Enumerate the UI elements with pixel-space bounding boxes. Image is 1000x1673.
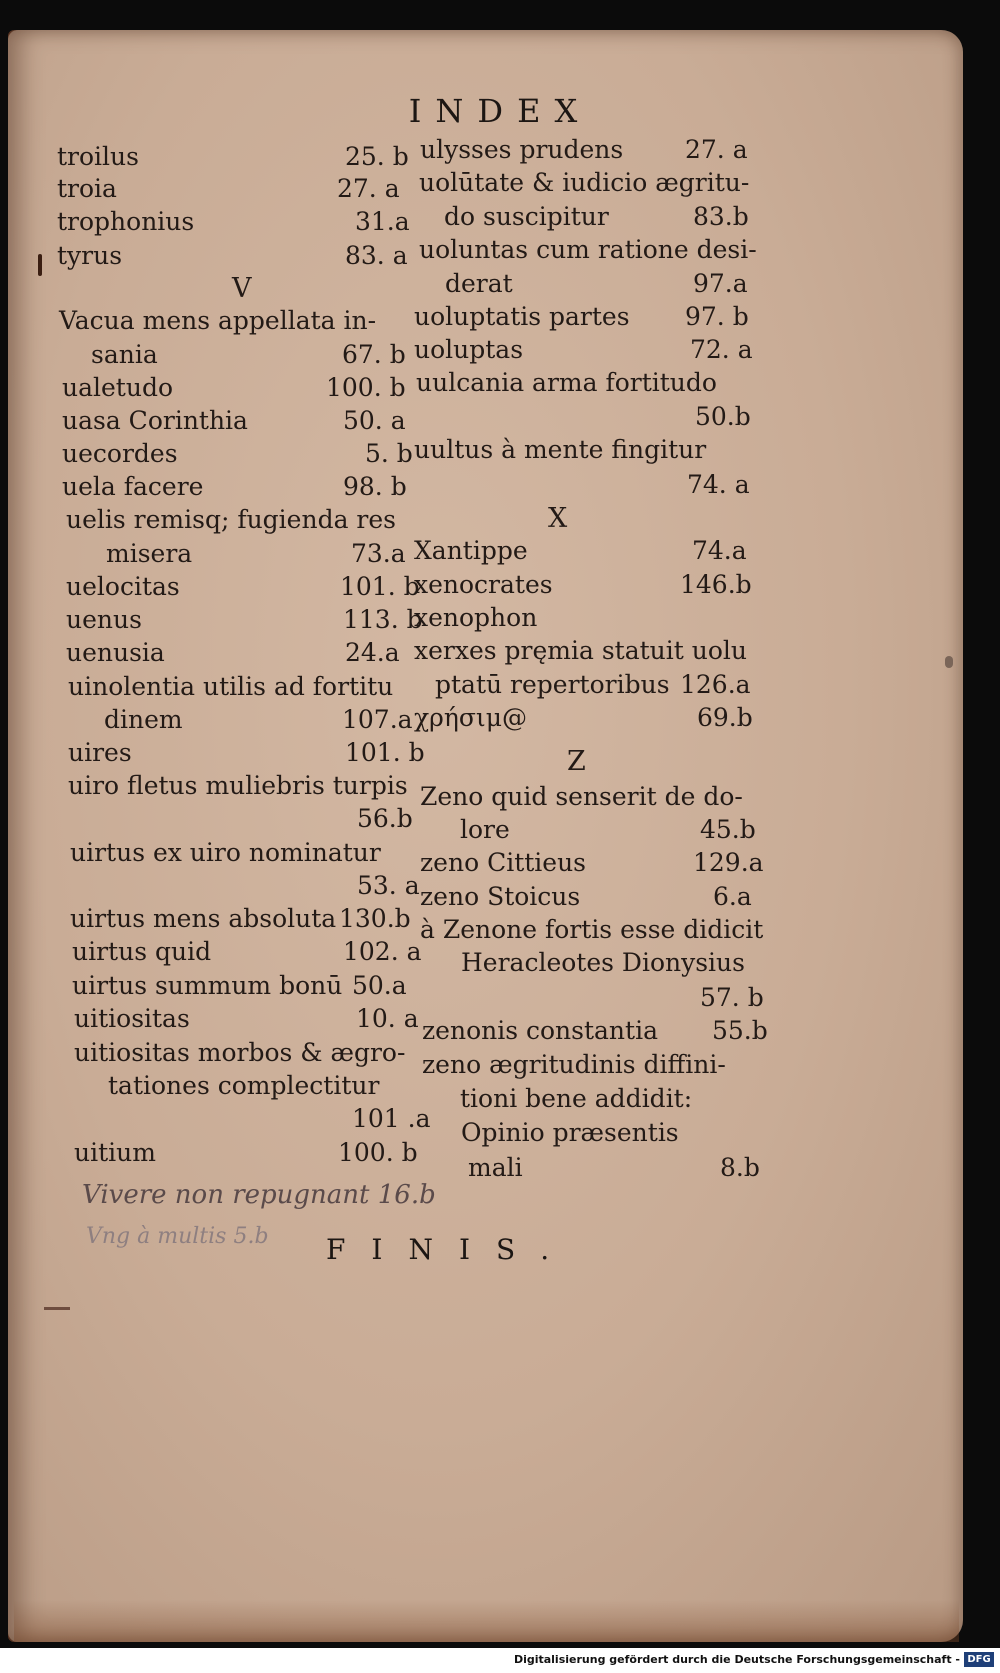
index-entry: troilus (57, 142, 139, 171)
index-entry: uasa Corinthia (62, 406, 248, 435)
handwritten-note: Vivere non repugnant 16.b (82, 1180, 436, 1210)
index-entry: zeno ægritudinis diffini- (422, 1050, 726, 1079)
index-page: 126.a (680, 670, 751, 699)
section-letter: Z (567, 746, 586, 777)
index-page: 107.a (342, 705, 413, 734)
index-page: 146.b (680, 570, 752, 599)
index-entry: sania (91, 340, 158, 369)
index-entry: à Zenone fortis esse didicit (420, 915, 764, 944)
index-entry: Zeno quid senserit de do- (420, 782, 743, 811)
index-entry: zeno Stoicus (420, 882, 581, 911)
index-page: 101 .a (352, 1104, 431, 1133)
index-page: 130.b (339, 904, 411, 933)
index-page: 55.b (712, 1016, 768, 1045)
index-page: 5. b (365, 439, 413, 468)
index-entry: ualetudo (62, 373, 173, 402)
index-page: 129.a (693, 848, 764, 877)
index-entry: Opinio præsentis (461, 1118, 679, 1147)
page-bottom-shadow (14, 1600, 959, 1642)
index-page: 83.b (693, 202, 749, 231)
index-entry: uenus (66, 605, 142, 634)
index-entry: misera (106, 539, 193, 568)
index-entry: χρήσιμ@ (414, 703, 527, 732)
index-entry: uolūtate & iudicio ægritu- (419, 168, 750, 197)
index-page: 101. b (345, 738, 425, 767)
index-entry: xerxes pręmia statuit uolu (414, 636, 747, 665)
index-page: 45.b (700, 815, 756, 844)
index-entry: ptatū repertoribus (435, 670, 670, 699)
index-page: 98. b (343, 472, 407, 501)
index-entry: trophonius (57, 207, 195, 236)
index-entry: uirtus quid (72, 937, 212, 966)
index-entry: uinolentia utilis ad fortitu (68, 672, 394, 701)
index-page: 24.a (345, 638, 400, 667)
index-page: 67. b (342, 340, 406, 369)
index-page: 102. a (343, 937, 422, 966)
index-entry: Heracleotes Dionysius (461, 948, 745, 977)
section-letter: X (548, 503, 568, 534)
index-page: 57. b (700, 983, 764, 1012)
index-entry: zeno Cittieus (420, 848, 587, 877)
page-pin (945, 656, 953, 668)
index-page: 50.b (695, 402, 751, 431)
index-entry: dinem (104, 705, 183, 734)
index-page: 83. a (345, 241, 408, 270)
finis-text: FINIS. (326, 1233, 576, 1266)
index-entry: derat (445, 269, 513, 298)
index-entry: uecordes (62, 439, 178, 468)
index-entry: tyrus (57, 241, 123, 270)
index-entry: uirtus mens absoluta (70, 904, 337, 933)
index-entry: uenusia (66, 638, 165, 667)
dfg-logo: DFG (964, 1652, 994, 1667)
index-entry: tioni bene addidit: (460, 1084, 693, 1113)
index-entry: Xantippe (414, 536, 528, 565)
index-entry: uelis remisq; fugienda res (66, 505, 396, 534)
index-entry: uitium (74, 1138, 156, 1167)
index-entry: uoluptas (414, 335, 524, 364)
index-page: 50. a (343, 406, 406, 435)
index-page: 74.a (692, 536, 747, 565)
index-entry: uoluptatis partes (414, 302, 630, 331)
index-page: 53. a (357, 871, 420, 900)
index-entry: zenonis constantia (422, 1016, 658, 1045)
section-letter: V (232, 273, 252, 304)
index-entry: xenophon (414, 603, 538, 632)
handwritten-note: Vng à multis 5.b (86, 1224, 269, 1249)
index-entry: uultus à mente fingitur (414, 435, 707, 464)
index-entry: do suscipitur (444, 202, 609, 231)
index-entry: xenocrates (414, 570, 553, 599)
index-entry: uelocitas (66, 572, 180, 601)
index-page: 113. b (343, 605, 423, 634)
index-entry: lore (460, 815, 510, 844)
footer-credit: Digitalisierung gefördert durch die Deutsche Forschungsgemeinschaft - (513, 1653, 960, 1666)
index-page: 69.b (697, 703, 753, 732)
index-page: 10. a (356, 1004, 419, 1033)
index-page: 27. a (685, 135, 748, 164)
index-page: 56.b (357, 804, 413, 833)
index-entry: troia (57, 174, 117, 203)
index-entry: uiro fletus muliebris turpis (68, 771, 408, 800)
index-entry: ulysses prudens (420, 135, 624, 164)
ink-blot (38, 254, 42, 276)
index-page: 74. a (687, 470, 750, 499)
index-entry: mali (468, 1153, 523, 1182)
index-page: 101. b (340, 572, 420, 601)
index-entry: tationes complectitur (108, 1071, 380, 1100)
index-page: 97.a (693, 269, 748, 298)
index-entry: uirtus ex uiro nominatur (70, 838, 381, 867)
index-page: 6.a (713, 882, 752, 911)
index-entry: uela facere (62, 472, 204, 501)
index-page: 25. b (345, 142, 409, 171)
index-page: 97. b (685, 302, 749, 331)
index-page: 50.a (352, 971, 407, 1000)
index-page: 100. b (338, 1138, 418, 1167)
index-page: 100. b (326, 373, 406, 402)
index-page: 72. a (690, 335, 753, 364)
index-entry: uitiositas (74, 1004, 190, 1033)
index-entry: uitiositas morbos & ægro- (74, 1038, 406, 1067)
ink-mark (44, 1307, 70, 1310)
index-entry: uirtus summum bonū (72, 971, 343, 1000)
index-entry: uoluntas cum ratione desi- (419, 235, 757, 264)
page-header: INDEX (408, 92, 592, 130)
index-entry: Vacua mens appellata in- (59, 306, 377, 335)
index-page: 31.a (355, 207, 410, 236)
index-page: 73.a (351, 539, 406, 568)
index-page: 8.b (720, 1153, 760, 1182)
index-page: 27. a (337, 174, 400, 203)
index-entry: uires (68, 738, 132, 767)
index-entry: uulcania arma fortitudo (416, 368, 717, 397)
